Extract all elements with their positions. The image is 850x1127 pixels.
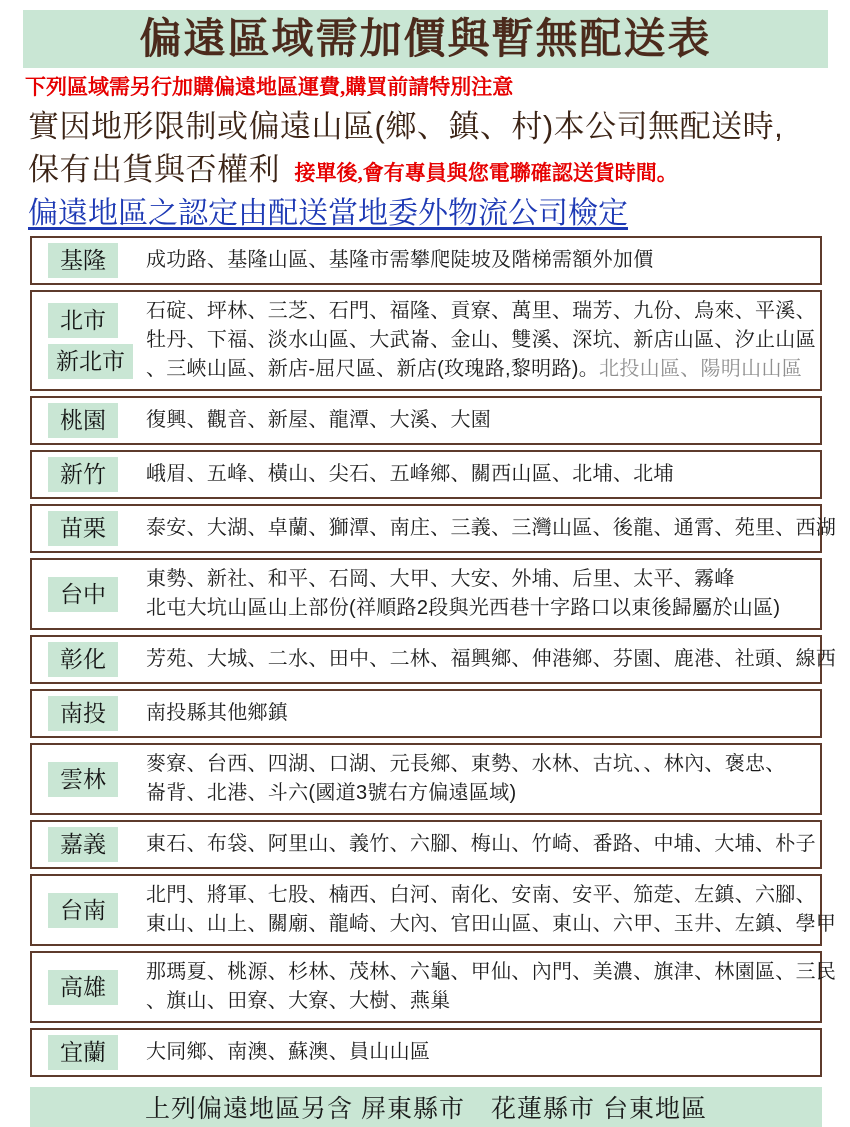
footer-additional-regions-text: 上列偏遠地區另含 屏東縣市 花蓮縣市 台東地區 [145,1095,707,1123]
region-areas-line: 南投縣其他鄉鎮 [146,702,289,724]
table-row [30,820,822,869]
region-areas-line: 北屯大坑山區山上部份(祥順路2段與光西巷十字路口以東後歸屬於山區) [146,597,781,619]
region-label: 北市 [48,303,118,338]
table-row [30,1028,822,1077]
region-areas-line: 牡丹、下福、淡水山區、大武崙、金山、雙溪、深坑、新店山區、汐止山區 [146,329,816,351]
region-areas-line: 大同鄉、南澳、蘇澳、員山山區 [146,1041,431,1063]
table-row [30,743,822,815]
table-row [30,504,837,553]
region-label-column [40,303,142,379]
region-label-column [40,970,142,1005]
region-areas-line: 成功路、基隆山區、基隆市需攀爬陡坡及階梯需額外加價 [146,249,654,271]
table-row [30,689,822,738]
region-label: 雲林 [48,762,118,797]
region-label: 嘉義 [48,827,118,862]
region-label: 苗栗 [48,511,118,546]
region-label-column [40,1035,142,1070]
table-row [30,290,822,391]
region-label: 新竹 [48,457,118,492]
table-row [30,450,822,499]
table-row [30,236,822,285]
logistics-determination-text: 偏遠地區之認定由配送當地委外物流公司檢定 [28,197,628,230]
region-areas-line: 那瑪夏、桃源、杉林、茂林、六龜、甲仙、內門、美濃、旗津、林園區、三民 [146,961,837,983]
region-areas-line: 東山、山上、關廟、龍崎、大內、官田山區、東山、六甲、玉井、左鎮、學甲 [146,913,837,935]
region-areas-line: 東石、布袋、阿里山、義竹、六腳、梅山、竹崎、番路、中埔、大埔、朴子 [146,833,816,855]
page-footer-banner [30,1087,822,1127]
region-label: 台中 [48,577,118,612]
surcharge-warning-text: 下列區域需另行加購偏遠地區運費,購買前請特別注意 [25,75,514,99]
region-table [30,236,837,1077]
region-label-column [40,762,142,797]
table-row [30,396,822,445]
region-areas-line: 峨眉、五峰、橫山、尖石、五峰鄉、關西山區、北埔、北埔 [146,463,674,485]
region-areas-text [142,246,654,275]
region-areas-text [142,750,786,808]
region-label-column [40,642,142,677]
region-areas-line: 、旗山、田寮、大寮、大樹、燕巢 [146,990,451,1012]
region-areas-text [142,460,674,489]
region-areas-line: 復興、觀音、新屋、龍潭、大溪、大園 [146,409,492,431]
region-label-column [40,827,142,862]
region-label: 高雄 [48,970,118,1005]
region-areas-text [142,830,816,859]
region-label-column [40,893,142,928]
region-label-column [40,457,142,492]
region-areas-line: 崙背、北港、斗六(國道3號右方偏遠區域) [146,782,517,804]
region-label: 基隆 [48,243,118,278]
table-row [30,635,837,684]
region-label: 南投 [48,696,118,731]
region-label: 新北市 [48,344,133,379]
shipping-rights-text: 保有出貨與否權利 [28,152,280,187]
region-label-column [40,577,142,612]
region-label: 桃園 [48,403,118,438]
region-areas-line: 麥寮、台西、四湖、口湖、元長鄉、東勢、水林、古坑、、林內、褒忠、 [146,753,786,775]
region-label-column [40,511,142,546]
region-areas-line: 、三峽山區、新店-屈尺區、新店(玫瑰路,黎明路)。北投山區、陽明山山區 [146,358,803,380]
region-areas-text [142,406,491,435]
region-areas-text [142,565,780,623]
region-areas-line: 石碇、坪林、三芝、石門、福隆、貢寮、萬里、瑞芳、九份、烏來、平溪、 [146,300,816,322]
region-areas-gray-text: 北投山區、陽明山山區 [599,358,803,380]
region-areas-line: 芳苑、大城、二水、田中、二林、福興鄉、伸港鄉、芬園、鹿港、社頭、線西 [146,648,837,670]
table-row [30,558,822,630]
region-areas-line: 東勢、新社、和平、石岡、大甲、大安、外埔、后里、太平、霧峰 [146,568,735,590]
region-areas-text [142,297,816,384]
region-areas-text [142,958,836,1016]
no-delivery-notice-line1: 實因地形限制或偏遠山區(鄉、鎮、村)本公司無配送時, [28,109,784,144]
region-label-column [40,696,142,731]
region-label-column [40,243,142,278]
region-label: 宜蘭 [48,1035,118,1070]
region-areas-text [142,645,836,674]
table-row [30,874,837,946]
no-delivery-notice-line2 [28,149,850,197]
region-areas-text [142,514,836,543]
page-title: 偏遠區域需加價與暫無配送表 [139,15,712,62]
region-areas-text [142,1038,430,1067]
region-areas-text [142,699,288,728]
region-areas-text [142,881,836,939]
region-areas-line: 泰安、大湖、卓蘭、獅潭、南庄、三義、三灣山區、後龍、通霄、苑里、西湖 [146,517,837,539]
page-header-banner [23,10,828,68]
region-areas-line: 北門、將軍、七股、楠西、白河、南化、安南、安平、笳萣、左鎮、六腳、 [146,884,816,906]
region-label: 台南 [48,893,118,928]
region-label-column [40,403,142,438]
region-label: 彰化 [48,642,118,677]
table-row [30,951,837,1023]
contact-confirmation-text: 接單後,會有專員與您電聯確認送貨時間。 [294,161,678,185]
